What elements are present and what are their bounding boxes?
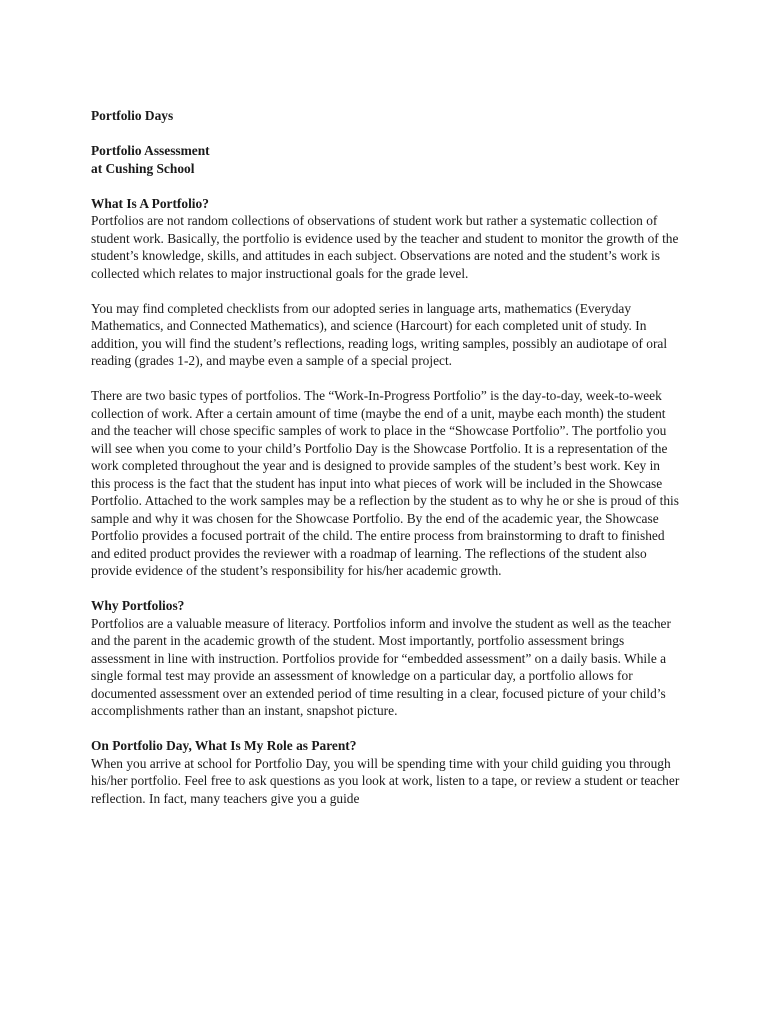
section-heading-why: Why Portfolios?: [91, 598, 185, 613]
spacer: [91, 125, 681, 143]
document-subtitle-line2: at Cushing School: [91, 160, 195, 176]
document-subtitle-line1: Portfolio Assessment: [91, 143, 210, 158]
document-title: Portfolio Days: [91, 108, 174, 123]
paragraph-role-1: When you arrive at school for Portfolio Day, you will be spending time with your child guiding you through his/her portfolio. Feel free to ask questions as you look at work, listen to a tape, or review a student or teacher reflection. In fact, many teachers give you a guide: [91, 755, 680, 806]
paragraph-why-1: Portfolios are a valuable measure of literacy. Portfolios inform and involve the student as well as the teacher and the parent in the academic growth of the student. Most importantly, portfolio assessment brings assessment in line with instruction. Portfolios provide for “embedded assessment” on a daily basis. While a single formal test may provide an assessment of knowledge on a particular day, a portfolio allows for documented assessment over an extended period of time resulting in a clear, focused picture of your child’s accomplishments rather than an instant, snapshot picture.: [91, 615, 671, 718]
paragraph-what-2: You may find completed checklists from our adopted series in language arts, mathematics (Everyday Mathematics, and Connected Mathematics), and science (Harcourt) for each completed unit of study. In addition, you will find the student’s reflections, reading logs, writing samples, possibly an audiotape of oral reading (grades 1-2), and maybe even a sample of a special project.: [91, 300, 668, 368]
section-heading-role: On Portfolio Day, What Is My Role as Parent?: [91, 738, 357, 753]
spacer: [91, 720, 681, 738]
section-heading-what: What Is A Portfolio?: [91, 195, 209, 211]
paragraph-what-3: There are two basic types of portfolios. The “Work-In-Progress Portfolio” is the day-to-day, week-to-week collection of work. After a certain amount of time (maybe the end of a unit, maybe each month) the student and the teacher will chose specific samples of work to place in the “Showcase Portfolio”. The portfolio you will see when you come to your child’s Portfolio Day is the Showcase Portfolio. It is a representation of the work completed throughout the year and is designed to provide samples of the student’s best work. Key in this process is the fact that the student has input into what pieces of work will be included in the Showcase Portfolio. Attached to the work samples may be a reflection by the student as to why he or she is proud of this sample and why it was chosen for the Showcase Portfolio. By the end of the academic year, the Showcase Portfolio provides a focused portrait of the child. The entire process from brainstorming to draft to finished and edited product provides the reviewer with a roadmap of learning. The reflections of the student also provide evidence of the student’s responsibility for his/her academic growth.: [91, 388, 679, 578]
spacer: [91, 370, 681, 388]
document-body: [91, 107, 681, 807]
paragraph-what-1: Portfolios are not random collections of observations of student work but rather a systematic collection of student work. Basically, the portfolio is evidence used by the teacher and student to monitor the growth of the student’s knowledge, skills, and attitudes in each subject. Observations are noted and the student’s work is collected which relates to major instructional goals for the grade level.: [91, 213, 679, 281]
spacer: [91, 580, 681, 598]
spacer: [91, 177, 681, 195]
spacer: [91, 282, 681, 300]
